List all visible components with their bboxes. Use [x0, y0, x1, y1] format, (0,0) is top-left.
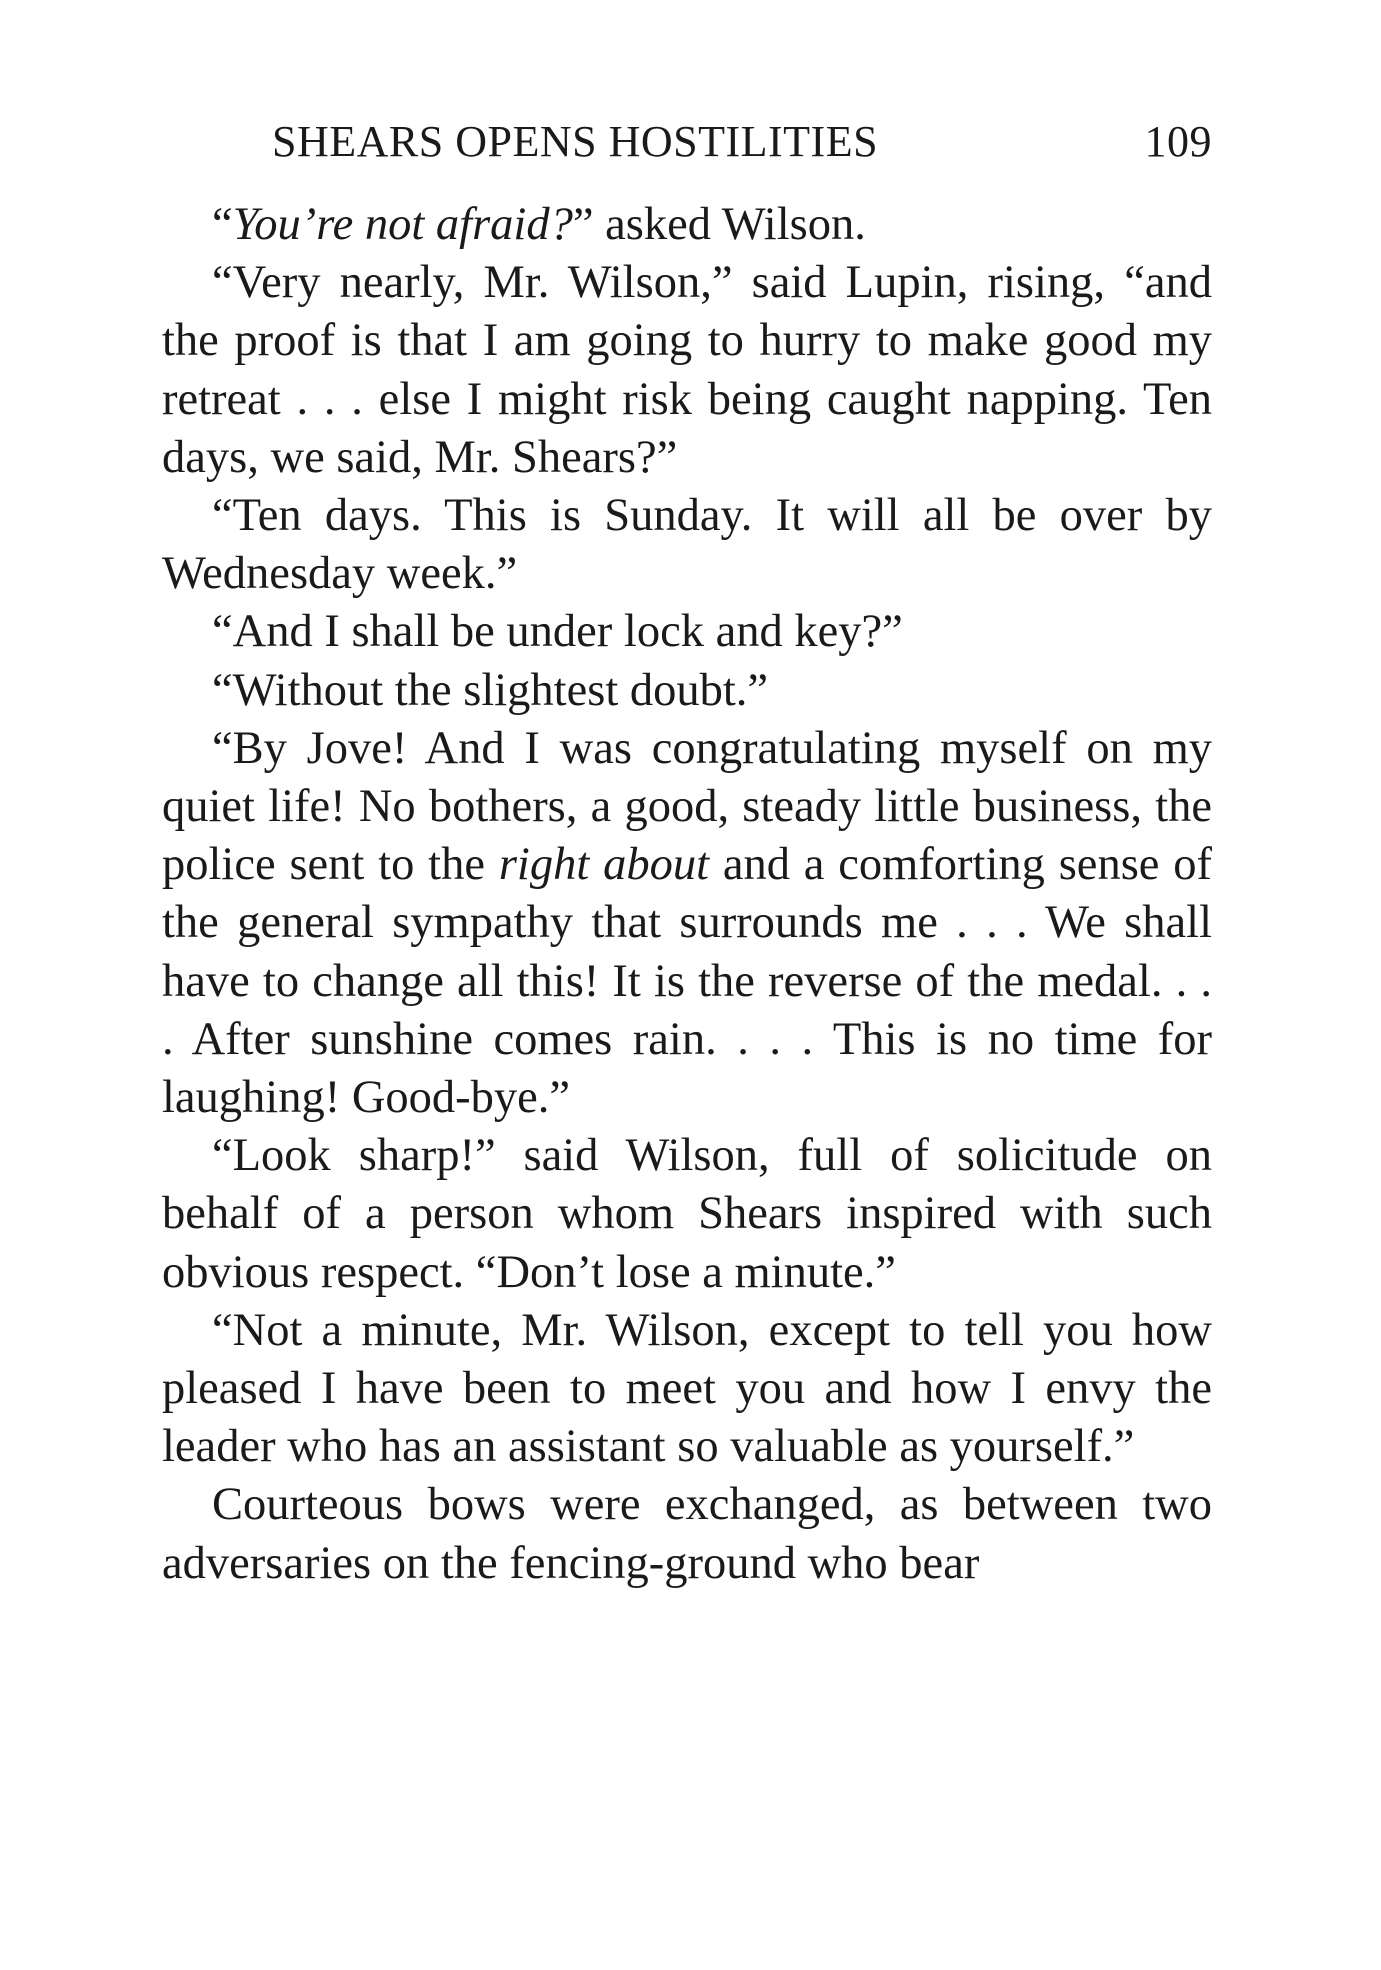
- paragraph: “And I shall be under lock and key?”: [212, 606, 903, 658]
- paragraph: “You’re not afraid?” asked Wilson.: [212, 199, 866, 250]
- paragraph: “By Jove! And I was congratulating myself on my quiet life! No bothers, a good, steady little business, the police sent to the right about and a comforting sense of the general sympathy that surrounds me . . . We shall have to change all this! It is the reverse of the medal. . . . After sunshine comes rain. . . . This is no time for laughing! Good-bye.”: [162, 722, 1212, 1124]
- paragraph: “Ten days. This is Sunday. It will all be over by Wednesday week.”: [162, 490, 1212, 600]
- italic-phrase: right about: [498, 839, 709, 891]
- paragraph: “Without the slightest doubt.”: [212, 664, 769, 716]
- page-number: 109: [1144, 117, 1212, 166]
- italic-phrase: You’re not afraid?: [232, 199, 573, 250]
- running-head: [272, 112, 1212, 172]
- chapter-title: SHEARS OPENS HOSTILITIES: [272, 117, 879, 166]
- paragraph: “Look sharp!” said Wilson, full of solicitude on behalf of a person whom Shears inspired with such obvious respect. “Don’t lose a minute.”: [162, 1130, 1212, 1298]
- body-text: [162, 196, 1212, 1593]
- paragraph: Courteous bows were exchanged, as between two adversaries on the fencing-ground who bear: [162, 1479, 1212, 1589]
- paragraph: “Very nearly, Mr. Wilson,” said Lupin, rising, “and the proof is that I am going to hurry to make good my retreat . . . else I might risk being caught napping. Ten days, we said, Mr. Shears?”: [162, 257, 1212, 483]
- paragraph: “Not a minute, Mr. Wilson, except to tell you how pleased I have been to meet you and how I envy the leader who has an assistant so valuable as yourself.”: [162, 1304, 1212, 1473]
